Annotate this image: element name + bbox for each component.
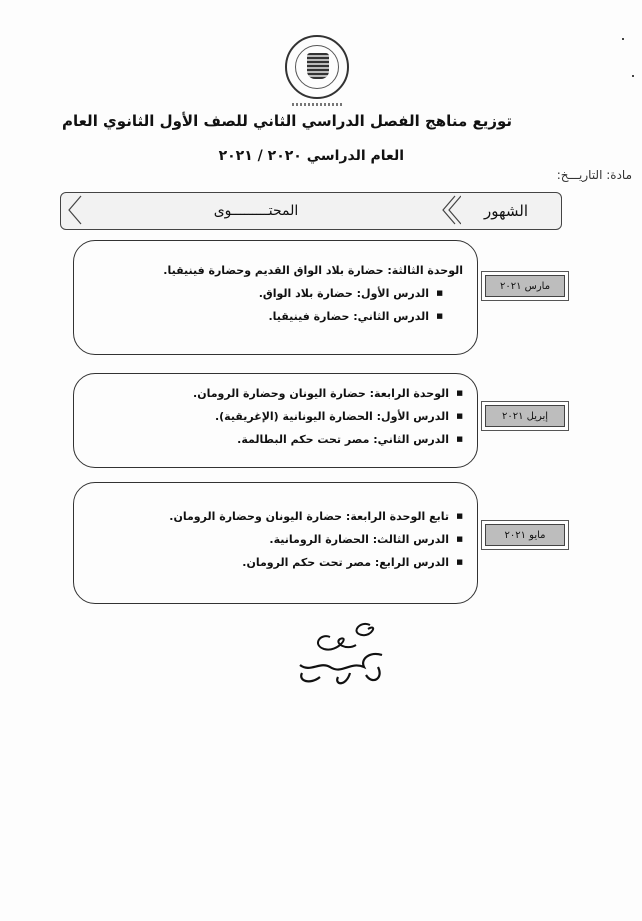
list-item: ■ الدرس الثاني: مصر تحت حكم البطالمة. [84,428,463,451]
scan-speck [632,75,634,77]
handwritten-signature [290,615,390,695]
unit-title: الوحدة الثالثة: حضارة بلاد الواق القديم وحضارة فينيقيا. [163,264,463,277]
lesson-item: ■ الدرس الثاني: حضارة فينيقيا. [84,305,463,328]
month-badge-may: مايو ٢٠٢١ [485,524,565,546]
content-box-march [73,240,478,355]
list-item: ■ الدرس الرابع: مصر تحت حكم الرومان. [84,551,463,574]
eagle-crest-icon [307,53,329,79]
list-item: ■ الدرس الأول: الحضارة اليونانية (الإغريقية). [84,405,463,428]
scan-speck [622,38,624,40]
chevron-left-icon [63,195,87,225]
lesson-item: ■ الدرس الأول: حضارة بلاد الواق. [84,282,463,305]
month-badge-april: إبريل ٢٠٢١ [485,405,565,427]
academic-year: العام الدراسي ٢٠٢٠ / ٢٠٢١ [218,148,404,164]
content-box-april [73,373,478,468]
list-item: ■ الدرس الثالث: الحضارة الرومانية. [84,528,463,551]
list-item: ■ الوحدة الرابعة: حضارة اليونان وحضارة الرومان. [84,382,463,405]
page-title: توزيع مناهج الفصل الدراسي الثاني للصف الأول الثانوي العام [61,112,512,130]
list-item: ■ تابع الوحدة الرابعة: حضارة اليونان وحضارة الرومان. [84,505,463,528]
subject-label: مادة: التاريـــخ: [556,168,632,182]
table-header-bar [60,192,562,230]
month-badge-march: مارس ٢٠٢١ [485,275,565,297]
seal-caption [292,103,344,106]
ministry-seal-logo [285,35,349,99]
content-column-header: المحتـــــــــوى [213,203,299,219]
content-box-may [73,482,478,604]
months-column-header: الشهور [483,202,529,220]
